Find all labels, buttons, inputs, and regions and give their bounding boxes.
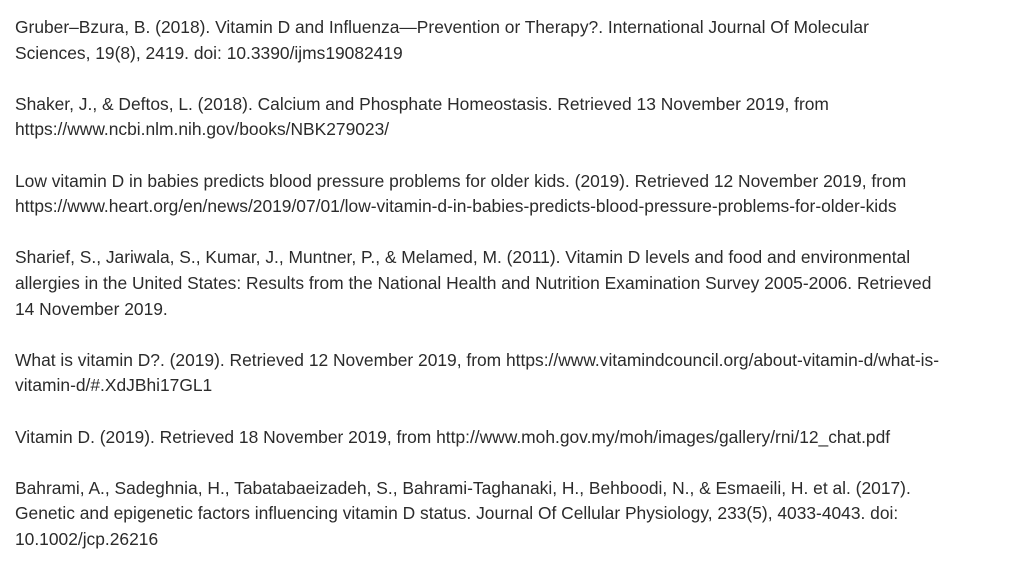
reference-line: Sharief, S., Jariwala, S., Kumar, J., Muntner, P., & Melamed, M. (2011). Vitamin D levels and food and environmental <box>15 247 911 268</box>
reference-line: What is vitamin D?. (2019). Retrieved 12 November 2019, from https://www.vitamindcouncil.org/about-vitamin-d/what-is- <box>15 349 940 370</box>
reference-line: 14 November 2019. <box>15 298 168 319</box>
reference-entry <box>15 476 1010 553</box>
reference-line: Genetic and epigenetic factors influencing vitamin D status. Journal Of Cellular Physiology, 233(5), 4033-4043. doi: <box>15 503 899 524</box>
reference-line: Shaker, J., & Deftos, L. (2018). Calcium and Phosphate Homeostasis. Retrieved 13 November 2019, from <box>15 93 829 114</box>
reference-entry <box>15 15 1010 66</box>
reference-line: allergies in the United States: Results from the National Health and Nutrition Examination Survey 2005-2006. Retrieved <box>15 272 932 293</box>
reference-entry <box>15 245 1010 322</box>
reference-line: Bahrami, A., Sadeghnia, H., Tabatabaeizadeh, S., Bahrami-Taghanaki, H., Behboodi, N., & Esmaeili, H. et al. (2017). <box>15 477 911 498</box>
reference-line: 10.1002/jcp.26216 <box>15 528 159 549</box>
reference-entry <box>15 348 1010 399</box>
reference-line: https://www.ncbi.nlm.nih.gov/books/NBK279023/ <box>15 119 390 140</box>
reference-entry <box>15 169 1010 220</box>
reference-line: Sciences, 19(8), 2419. doi: 10.3390/ijms19082419 <box>15 42 403 63</box>
reference-line: vitamin-d/#.XdJBhi17GL1 <box>15 375 213 396</box>
reference-line: Gruber–Bzura, B. (2018). Vitamin D and Influenza—Prevention or Therapy?. International Journal Of Molecular <box>15 17 869 37</box>
reference-entry <box>15 92 1010 143</box>
reference-entry <box>15 425 1010 451</box>
reference-line: Low vitamin D in babies predicts blood pressure problems for older kids. (2019). Retrieved 12 November 2019, from <box>15 170 907 191</box>
reference-line: Vitamin D. (2019). Retrieved 18 November 2019, from http://www.moh.gov.my/moh/images/gallery/rni/12_chat.pdf <box>15 426 891 447</box>
reference-line: https://www.heart.org/en/news/2019/07/01/low-vitamin-d-in-babies-predicts-blood-pressure-problems-for-older-kids <box>15 196 897 217</box>
